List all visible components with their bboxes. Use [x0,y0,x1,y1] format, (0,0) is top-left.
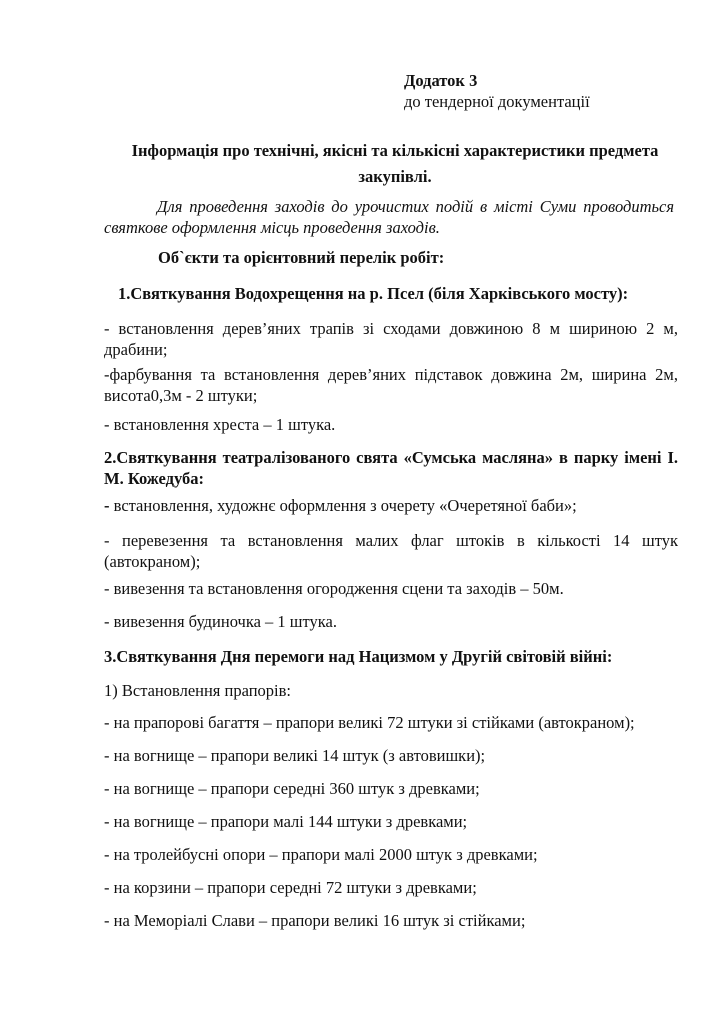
document-title-text: Інформація про технічні, якісні та кількісні характеристики предмета закупівлі [131,141,659,186]
addendum-subtitle: до тендерної документації [404,92,590,111]
intro-paragraph: Для проведення заходів до урочистих подій в місті Суми проводиться святкове оформлення місць проведення заходів. [104,197,674,237]
section-1-heading: 1.Святкування Водохрещення на р. Псел (біля Харківського мосту): [118,284,629,303]
section-2-item-text: встановлення, художнє оформлення з очерету «Очеретяної баби»; [109,496,577,515]
section-2-item: - перевезення та встановлення малих флаг штоків в кількості 14 штук (автокраном); [104,531,678,571]
section-3-item: - на прапорові багаття – прапори великі 72 штуки зі стійками (автокраном); [104,713,635,732]
section-2-heading: 2.Святкування театралізованого свята «Сумська масляна» в парку імені І. М. Кожедуба: [104,448,678,488]
section-3-item: - на вогнище – прапори середні 360 штук з древками; [104,779,480,798]
section-3-item: - на тролейбусні опори – прапори малі 2000 штук з древками; [104,845,538,864]
section-3-item: - на вогнище – прапори великі 14 штук (з автовишки); [104,746,486,765]
section-1-item: - встановлення хреста – 1 штука. [104,415,336,434]
section-2-item [104,495,678,516]
section-3-item: - на вогнище – прапори малі 144 штуки з древками; [104,812,468,831]
document-title [100,138,690,190]
section-3-item: - на Меморіалі Слави – прапори великі 16 штук зі стійками; [104,911,526,930]
addendum-title: Додаток 3 [404,71,478,90]
section-3-heading: 3.Святкування Дня перемоги над Нацизмом у Другій світовій війні: [104,647,613,666]
section-2-item: - вивезення та встановлення огородження сцени та заходів – 50м. [104,579,564,598]
section-3-item: - на корзини – прапори середні 72 штуки з древками; [104,878,477,897]
section-2-item: - вивезення будиночка – 1 штука. [104,612,337,631]
section-1-item: -фарбування та встановлення дерев’яних підставок довжина 2м, ширина 2м, висота0,3м - 2 штуки; [104,365,678,405]
addendum-block [404,70,590,112]
section-2-item-dash: - [104,496,110,515]
document-title-dot: . [427,167,432,186]
objects-heading: Об`єкти та орієнтовний перелік робіт: [158,248,445,267]
section-3-subheading: 1) Встановлення прапорів: [104,681,291,700]
section-1-item: - встановлення дерев’яних трапів зі сходами довжиною 8 м шириною 2 м, драбини; [104,319,678,359]
